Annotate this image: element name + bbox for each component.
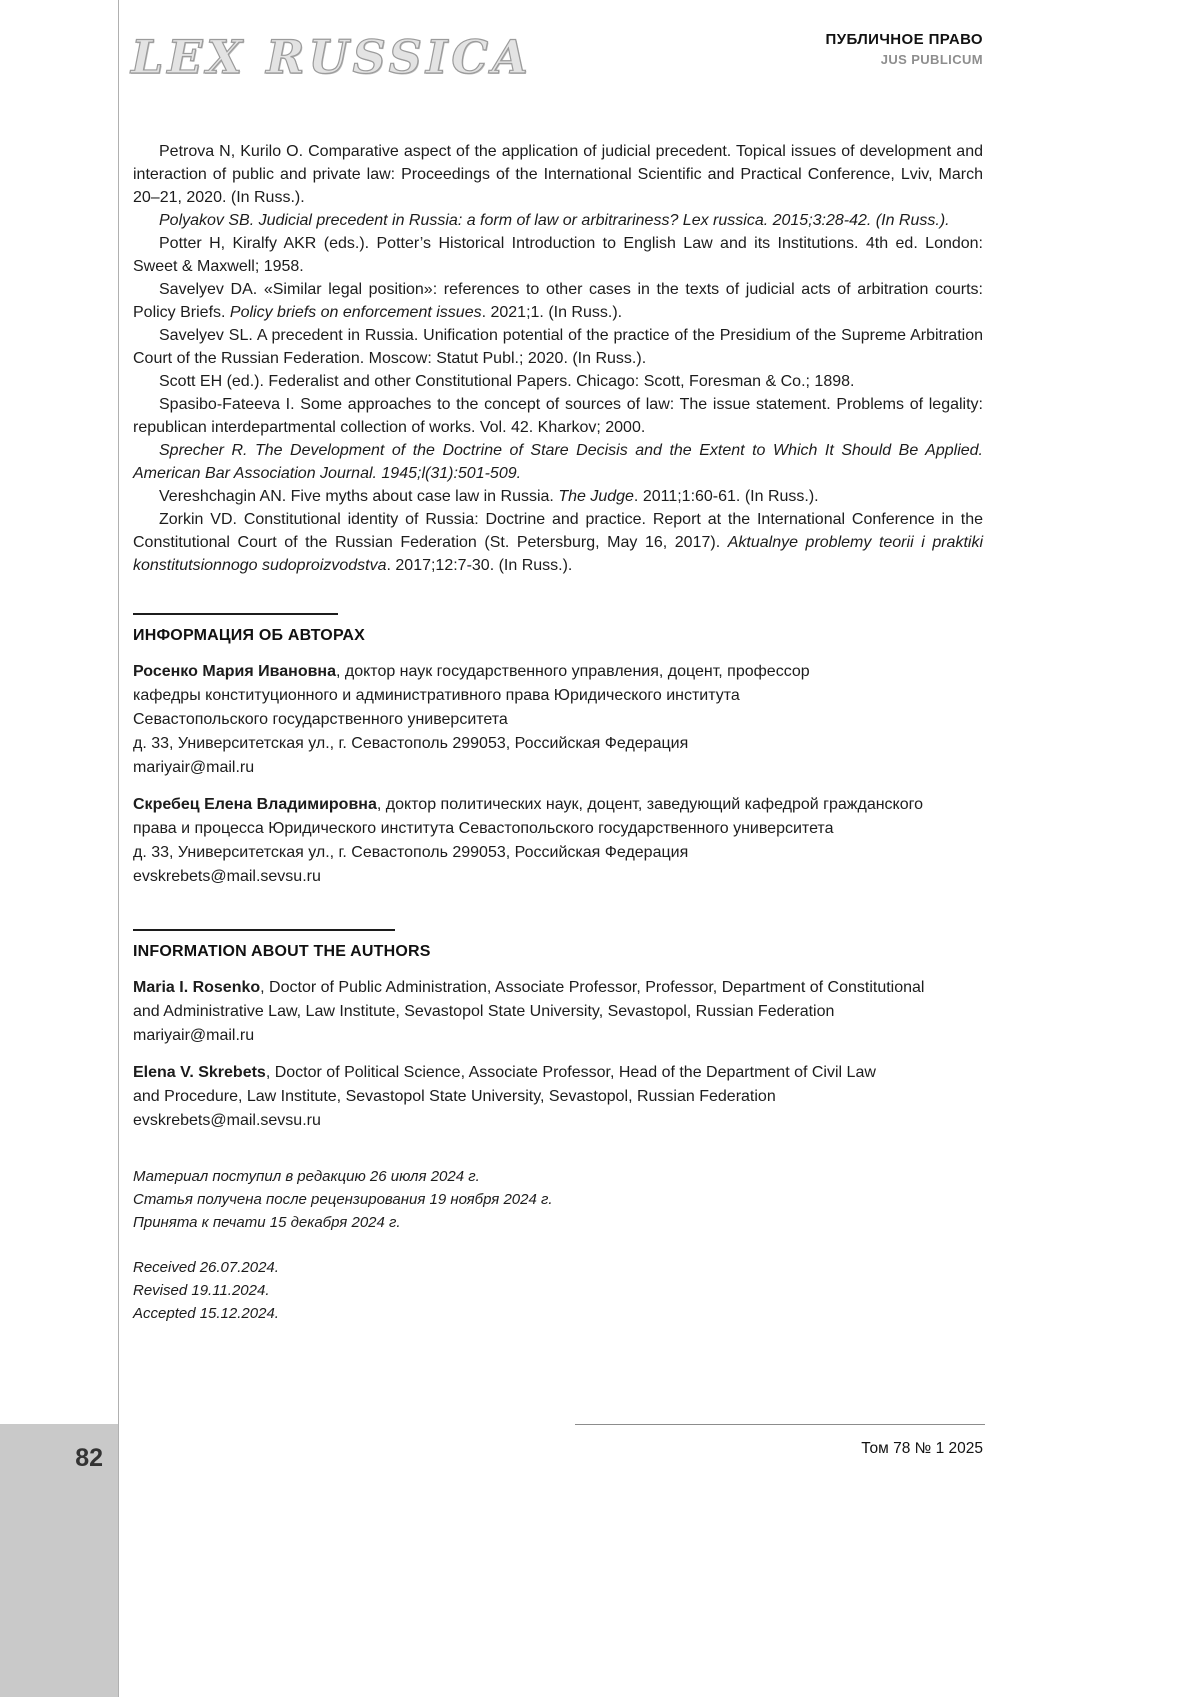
reference-italic-segment: The Judge bbox=[558, 488, 634, 505]
date-line: Accepted 15.12.2024. bbox=[133, 1305, 279, 1322]
journal-logo: LEX RUSSICA bbox=[131, 30, 532, 84]
reference-text-segment: Spasibo-Fateeva I. Some approaches to the concept of sources of law: The issue statement. Problems of legality: republican interdepartmental collection of works. Vol. 42. Kharkov; 2000. bbox=[133, 396, 983, 436]
reference-italic-segment: Sprecher R. The Development of the Doctrine of Stare Decisis and the Extent to Which It Should Be Applied. American Bar Association Journal. 1945;l(31):501-509. bbox=[133, 442, 983, 482]
reference-entry bbox=[133, 439, 983, 485]
reference-italic-segment: Polyakov SB. Judicial precedent in Russia: a form of law or arbitrariness? Lex russica. 2015;3:28-42. (In Russ.). bbox=[159, 212, 950, 229]
reference-text-segment: . 2021;1. (In Russ.). bbox=[481, 304, 623, 321]
reference-text-segment: Vereshchagin AN. Five myths about case law in Russia. bbox=[159, 488, 559, 505]
section-rule-ru bbox=[133, 613, 338, 615]
authors-en-heading: INFORMATION ABOUT THE AUTHORS bbox=[133, 943, 431, 960]
reference-entry bbox=[133, 140, 983, 209]
author-name: Скребец Елена Владимировна bbox=[133, 796, 377, 813]
date-line: Received 26.07.2024. bbox=[133, 1259, 279, 1276]
page-number-box bbox=[0, 1424, 118, 1697]
reference-italic-segment: Aktualnye problemy teorii i praktiki konstitutsionnogo sudoproizvodstva bbox=[133, 534, 984, 574]
reference-entry bbox=[133, 370, 983, 393]
authors-ru-heading: ИНФОРМАЦИЯ ОБ АВТОРАХ bbox=[133, 627, 366, 644]
date-line: Принята к печати 15 декабря 2024 г. bbox=[133, 1214, 401, 1231]
author-name: Elena V. Skrebets bbox=[133, 1064, 266, 1081]
authors-en-list bbox=[133, 976, 983, 1133]
left-margin-rule bbox=[118, 0, 119, 1697]
submission-dates-en bbox=[133, 1256, 983, 1325]
author-entry: Maria I. Rosenko, Doctor of Public Administration, Associate Professor, Professor, Department of Constitutional and Administrative Law, Law Institute, Sevastopol State University, Sevastopol, Russian Federation mariyair@mail.ru bbox=[133, 979, 925, 1044]
rubric-title: ПУБЛИЧНОЕ ПРАВО bbox=[825, 31, 983, 48]
reference-text-segment: Potter H, Kiralfy AKR (eds.). Potter’s Historical Introduction to English Law and its Institutions. 4th ed. London: Sweet & Maxwell; 1958. bbox=[133, 235, 983, 275]
author-entry: Elena V. Skrebets, Doctor of Political Science, Associate Professor, Head of the Department of Civil Law and Procedure, Law Institute, Sevastopol State University, Sevastopol, Russian Federation evskrebets@mail.sevsu.ru bbox=[133, 1064, 876, 1129]
rubric-subtitle: JUS PUBLICUM bbox=[880, 52, 983, 67]
reference-text-segment: Scott EH (ed.). Federalist and other Constitutional Papers. Chicago: Scott, Foresman & Co.; 1898. bbox=[159, 373, 855, 390]
reference-entry bbox=[133, 508, 983, 577]
authors-ru-section bbox=[133, 613, 983, 889]
reference-text-segment: Savelyev DA. «Similar legal position»: references to other cases in the texts of judicial acts of arbitration courts: Policy Briefs. bbox=[133, 281, 983, 321]
reference-entry bbox=[133, 324, 983, 370]
date-line: Revised 19.11.2024. bbox=[133, 1282, 270, 1299]
date-line: Материал поступил в редакцию 26 июля 2024 г. bbox=[133, 1168, 480, 1185]
references-list bbox=[133, 140, 983, 577]
page-number: 82 bbox=[75, 1444, 103, 1472]
reference-text-segment: Petrova N, Kurilo O. Comparative aspect of the application of judicial precedent. Topical issues of development and interaction of public and private law: Proceedings of the International Scientific and Practical Conference, Lviv, March 20–21, 2020. (In Russ.). bbox=[133, 143, 983, 206]
author-entry: Росенко Мария Ивановна, доктор наук государственного управления, доцент, профессор кафедры конституционного и административного права Юридического института Севастопольского государственного университета д. 33, Университетская ул., г. Севастополь 299053, Российская Федерация mariyair@mail.ru bbox=[133, 663, 810, 776]
footer-rule bbox=[575, 1424, 985, 1425]
reference-entry bbox=[133, 393, 983, 439]
author-name: Росенко Мария Ивановна bbox=[133, 663, 336, 680]
author-name: Maria I. Rosenko bbox=[133, 979, 261, 996]
reference-text-segment: . 2011;1:60-61. (In Russ.). bbox=[633, 488, 819, 505]
authors-ru-list bbox=[133, 660, 983, 889]
section-rule-en bbox=[133, 929, 395, 931]
date-line: Статья получена после рецензирования 19 ноября 2024 г. bbox=[133, 1191, 553, 1208]
volume-issue-label: Том 78 № 1 2025 bbox=[861, 1440, 983, 1457]
submission-dates-ru bbox=[133, 1165, 983, 1234]
reference-italic-segment: Policy briefs on enforcement issues bbox=[229, 304, 482, 321]
reference-entry bbox=[133, 209, 983, 232]
reference-entry bbox=[133, 485, 983, 508]
reference-text-segment: . 2017;12:7-30. (In Russ.). bbox=[386, 557, 573, 574]
page-content bbox=[133, 140, 983, 1325]
reference-text-segment: Savelyev SL. A precedent in Russia. Unification potential of the practice of the Presidium of the Supreme Arbitration Court of the Russian Federation. Moscow: Statut Publ.; 2020. (In Russ.). bbox=[133, 327, 983, 367]
authors-en-section bbox=[133, 929, 983, 1133]
reference-entry bbox=[133, 232, 983, 278]
rubric-block bbox=[826, 31, 983, 67]
reference-entry bbox=[133, 278, 983, 324]
reference-text-segment: Zorkin VD. Constitutional identity of Russia: Doctrine and practice. Report at the International Conference in the Constitutional Court of the Russian Federation (St. Petersburg, May 16, 2017). bbox=[133, 511, 983, 551]
author-entry: Скребец Елена Владимировна, доктор политических наук, доцент, заведующий кафедрой гражданского права и процесса Юридического института Севастопольского государственного университета д. 33, Университетская ул., г. Севастополь 299053, Российская Федерация evskrebets@mail.sevsu.ru bbox=[133, 796, 924, 885]
